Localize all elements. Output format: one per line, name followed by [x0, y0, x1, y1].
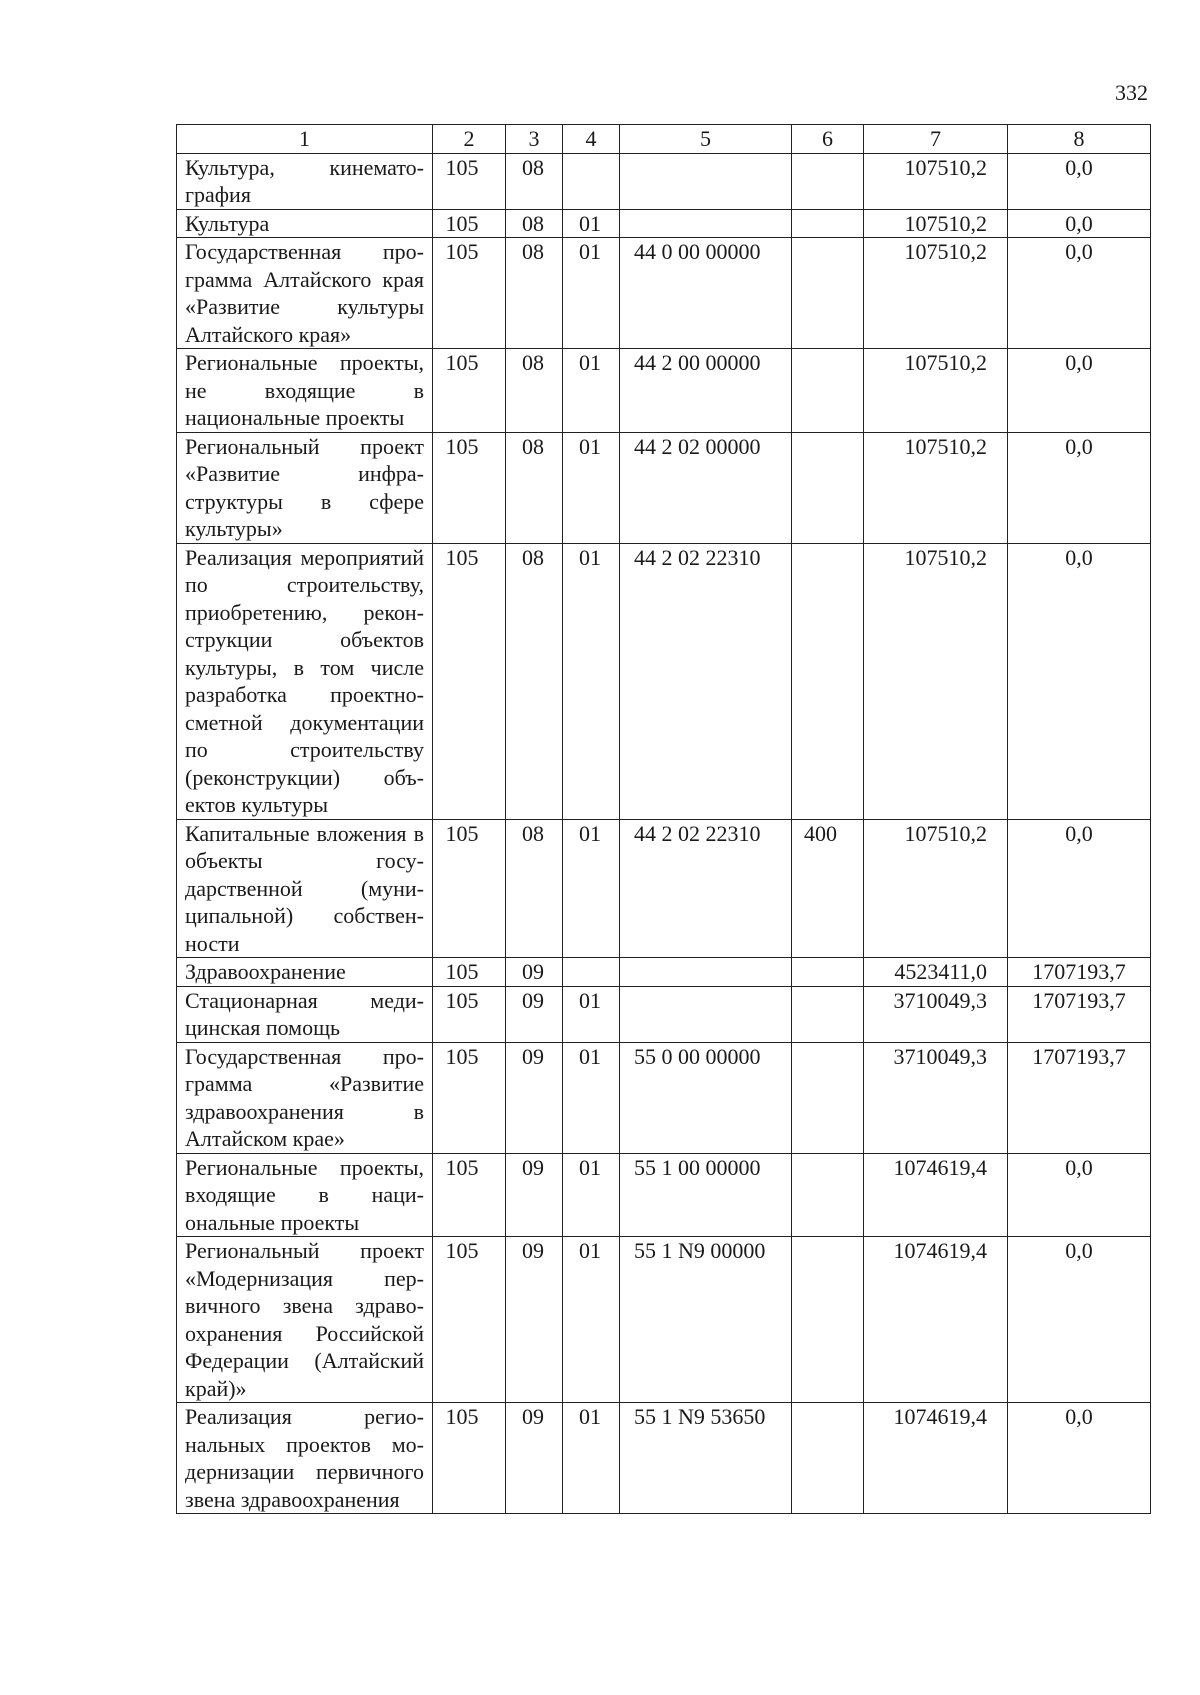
- col5-cell: 55 1 N9 00000: [620, 1237, 792, 1403]
- col7-cell: 107510,2: [864, 153, 1008, 209]
- row-name-cell: Региональные проекты, не входящие в национальные проекты: [177, 349, 433, 433]
- header-cell: 3: [506, 125, 563, 154]
- table-row: [177, 349, 1151, 433]
- table-body: [177, 153, 1151, 1514]
- row-name-cell: Реализация региональных проектов модернизации первичного звена здравоохранения: [177, 1403, 433, 1514]
- col2-cell: 105: [433, 1237, 506, 1403]
- col8-cell: 0,0: [1008, 1237, 1151, 1403]
- header-row: [177, 125, 1151, 154]
- budget-table: [176, 124, 1151, 1514]
- col3-cell: 08: [506, 819, 563, 958]
- page-number: 332: [1115, 80, 1148, 105]
- header-cell: 8: [1008, 125, 1151, 154]
- row-name-cell: Культура, кинематография: [177, 153, 433, 209]
- col3-cell: 08: [506, 209, 563, 238]
- col7-cell: 1074619,4: [864, 1153, 1008, 1237]
- header-cell: 1: [177, 125, 433, 154]
- col4-cell: 01: [563, 349, 620, 433]
- col2-cell: 105: [433, 349, 506, 433]
- col6-cell: [792, 986, 864, 1042]
- header-cell: 2: [433, 125, 506, 154]
- col6-cell: [792, 958, 864, 987]
- row-name-cell: Здравоохранение: [177, 958, 433, 987]
- col5-cell: [620, 153, 792, 209]
- col3-cell: 08: [506, 238, 563, 349]
- col3-cell: 09: [506, 1042, 563, 1153]
- col5-cell: 44 2 02 00000: [620, 432, 792, 543]
- table-row: [177, 1403, 1151, 1514]
- col7-cell: 107510,2: [864, 209, 1008, 238]
- col6-cell: [792, 209, 864, 238]
- row-name-cell: Государственная программа «Развитие здравоохранения в Алтайском крае»: [177, 1042, 433, 1153]
- col2-cell: 105: [433, 238, 506, 349]
- table-row: [177, 543, 1151, 819]
- col7-cell: 107510,2: [864, 432, 1008, 543]
- col6-cell: [792, 349, 864, 433]
- col5-cell: 44 0 00 00000: [620, 238, 792, 349]
- col4-cell: 01: [563, 432, 620, 543]
- col6-cell: [792, 432, 864, 543]
- col8-cell: 0,0: [1008, 153, 1151, 209]
- col8-cell: 0,0: [1008, 543, 1151, 819]
- header-cell: 4: [563, 125, 620, 154]
- col4-cell: 01: [563, 1042, 620, 1153]
- col3-cell: 08: [506, 543, 563, 819]
- col3-cell: 09: [506, 1403, 563, 1514]
- col8-cell: 0,0: [1008, 238, 1151, 349]
- col6-cell: [792, 153, 864, 209]
- col8-cell: 0,0: [1008, 432, 1151, 543]
- col7-cell: 107510,2: [864, 543, 1008, 819]
- col8-cell: 0,0: [1008, 1153, 1151, 1237]
- row-name-cell: Капитальные вложения в объекты государственной (муниципальной) собственности: [177, 819, 433, 958]
- row-name-cell: Региональные проекты, входящие в национальные проекты: [177, 1153, 433, 1237]
- col5-cell: 55 1 N9 53650: [620, 1403, 792, 1514]
- col4-cell: [563, 153, 620, 209]
- col7-cell: 107510,2: [864, 819, 1008, 958]
- col2-cell: 105: [433, 543, 506, 819]
- col8-cell: 0,0: [1008, 349, 1151, 433]
- col2-cell: 105: [433, 819, 506, 958]
- col2-cell: 105: [433, 1042, 506, 1153]
- col3-cell: 09: [506, 958, 563, 987]
- col5-cell: 55 0 00 00000: [620, 1042, 792, 1153]
- col3-cell: 08: [506, 349, 563, 433]
- col8-cell: 0,0: [1008, 819, 1151, 958]
- header-cell: 7: [864, 125, 1008, 154]
- col7-cell: 107510,2: [864, 238, 1008, 349]
- col4-cell: 01: [563, 1403, 620, 1514]
- col4-cell: [563, 958, 620, 987]
- col2-cell: 105: [433, 153, 506, 209]
- col3-cell: 09: [506, 1237, 563, 1403]
- row-name-cell: Стационарная медицинская помощь: [177, 986, 433, 1042]
- col5-cell: [620, 209, 792, 238]
- table-row: [177, 958, 1151, 987]
- col4-cell: 01: [563, 543, 620, 819]
- table-row: [177, 238, 1151, 349]
- col3-cell: 09: [506, 1153, 563, 1237]
- row-name-cell: Региональный проект «Модернизация первичного звена здравоохранения Российской Федерации (Алтайский край)»: [177, 1237, 433, 1403]
- col7-cell: 4523411,0: [864, 958, 1008, 987]
- col6-cell: [792, 543, 864, 819]
- col2-cell: 105: [433, 209, 506, 238]
- col8-cell: 1707193,7: [1008, 958, 1151, 987]
- col6-cell: [792, 1042, 864, 1153]
- table-row: [177, 986, 1151, 1042]
- col2-cell: 105: [433, 958, 506, 987]
- col7-cell: 3710049,3: [864, 986, 1008, 1042]
- col5-cell: 44 2 00 00000: [620, 349, 792, 433]
- row-name-cell: Культура: [177, 209, 433, 238]
- col7-cell: 107510,2: [864, 349, 1008, 433]
- col4-cell: 01: [563, 1237, 620, 1403]
- table-row: [177, 1153, 1151, 1237]
- col3-cell: 08: [506, 432, 563, 543]
- row-name-cell: Реализация мероприятий по строительству, приобретению, реконструкции объектов культуры, в том числе разработка проектно-сметной документации по строительству (реконструкции) объектов культуры: [177, 543, 433, 819]
- col3-cell: 09: [506, 986, 563, 1042]
- col6-cell: [792, 1237, 864, 1403]
- col4-cell: 01: [563, 819, 620, 958]
- col4-cell: 01: [563, 986, 620, 1042]
- table-row: [177, 1237, 1151, 1403]
- row-name-cell: Государственная программа Алтайского края «Развитие культуры Алтайского края»: [177, 238, 433, 349]
- table-row: [177, 432, 1151, 543]
- col7-cell: 3710049,3: [864, 1042, 1008, 1153]
- row-name-cell: Региональный проект «Развитие инфраструктуры в сфере культуры»: [177, 432, 433, 543]
- col5-cell: [620, 958, 792, 987]
- col6-cell: [792, 238, 864, 349]
- col7-cell: 1074619,4: [864, 1237, 1008, 1403]
- col7-cell: 1074619,4: [864, 1403, 1008, 1514]
- col8-cell: 0,0: [1008, 1403, 1151, 1514]
- col4-cell: 01: [563, 209, 620, 238]
- col6-cell: [792, 1403, 864, 1514]
- col6-cell: 400: [792, 819, 864, 958]
- col2-cell: 105: [433, 1403, 506, 1514]
- table-row: [177, 1042, 1151, 1153]
- col8-cell: 1707193,7: [1008, 986, 1151, 1042]
- col4-cell: 01: [563, 1153, 620, 1237]
- header-cell: 6: [792, 125, 864, 154]
- table-row: [177, 209, 1151, 238]
- col5-cell: 55 1 00 00000: [620, 1153, 792, 1237]
- col5-cell: [620, 986, 792, 1042]
- table-header: [177, 125, 1151, 154]
- col2-cell: 105: [433, 986, 506, 1042]
- col2-cell: 105: [433, 1153, 506, 1237]
- table-row: [177, 153, 1151, 209]
- table-row: [177, 819, 1151, 958]
- col8-cell: 0,0: [1008, 209, 1151, 238]
- col6-cell: [792, 1153, 864, 1237]
- col4-cell: 01: [563, 238, 620, 349]
- col5-cell: 44 2 02 22310: [620, 543, 792, 819]
- col3-cell: 08: [506, 153, 563, 209]
- col2-cell: 105: [433, 432, 506, 543]
- col5-cell: 44 2 02 22310: [620, 819, 792, 958]
- col8-cell: 1707193,7: [1008, 1042, 1151, 1153]
- header-cell: 5: [620, 125, 792, 154]
